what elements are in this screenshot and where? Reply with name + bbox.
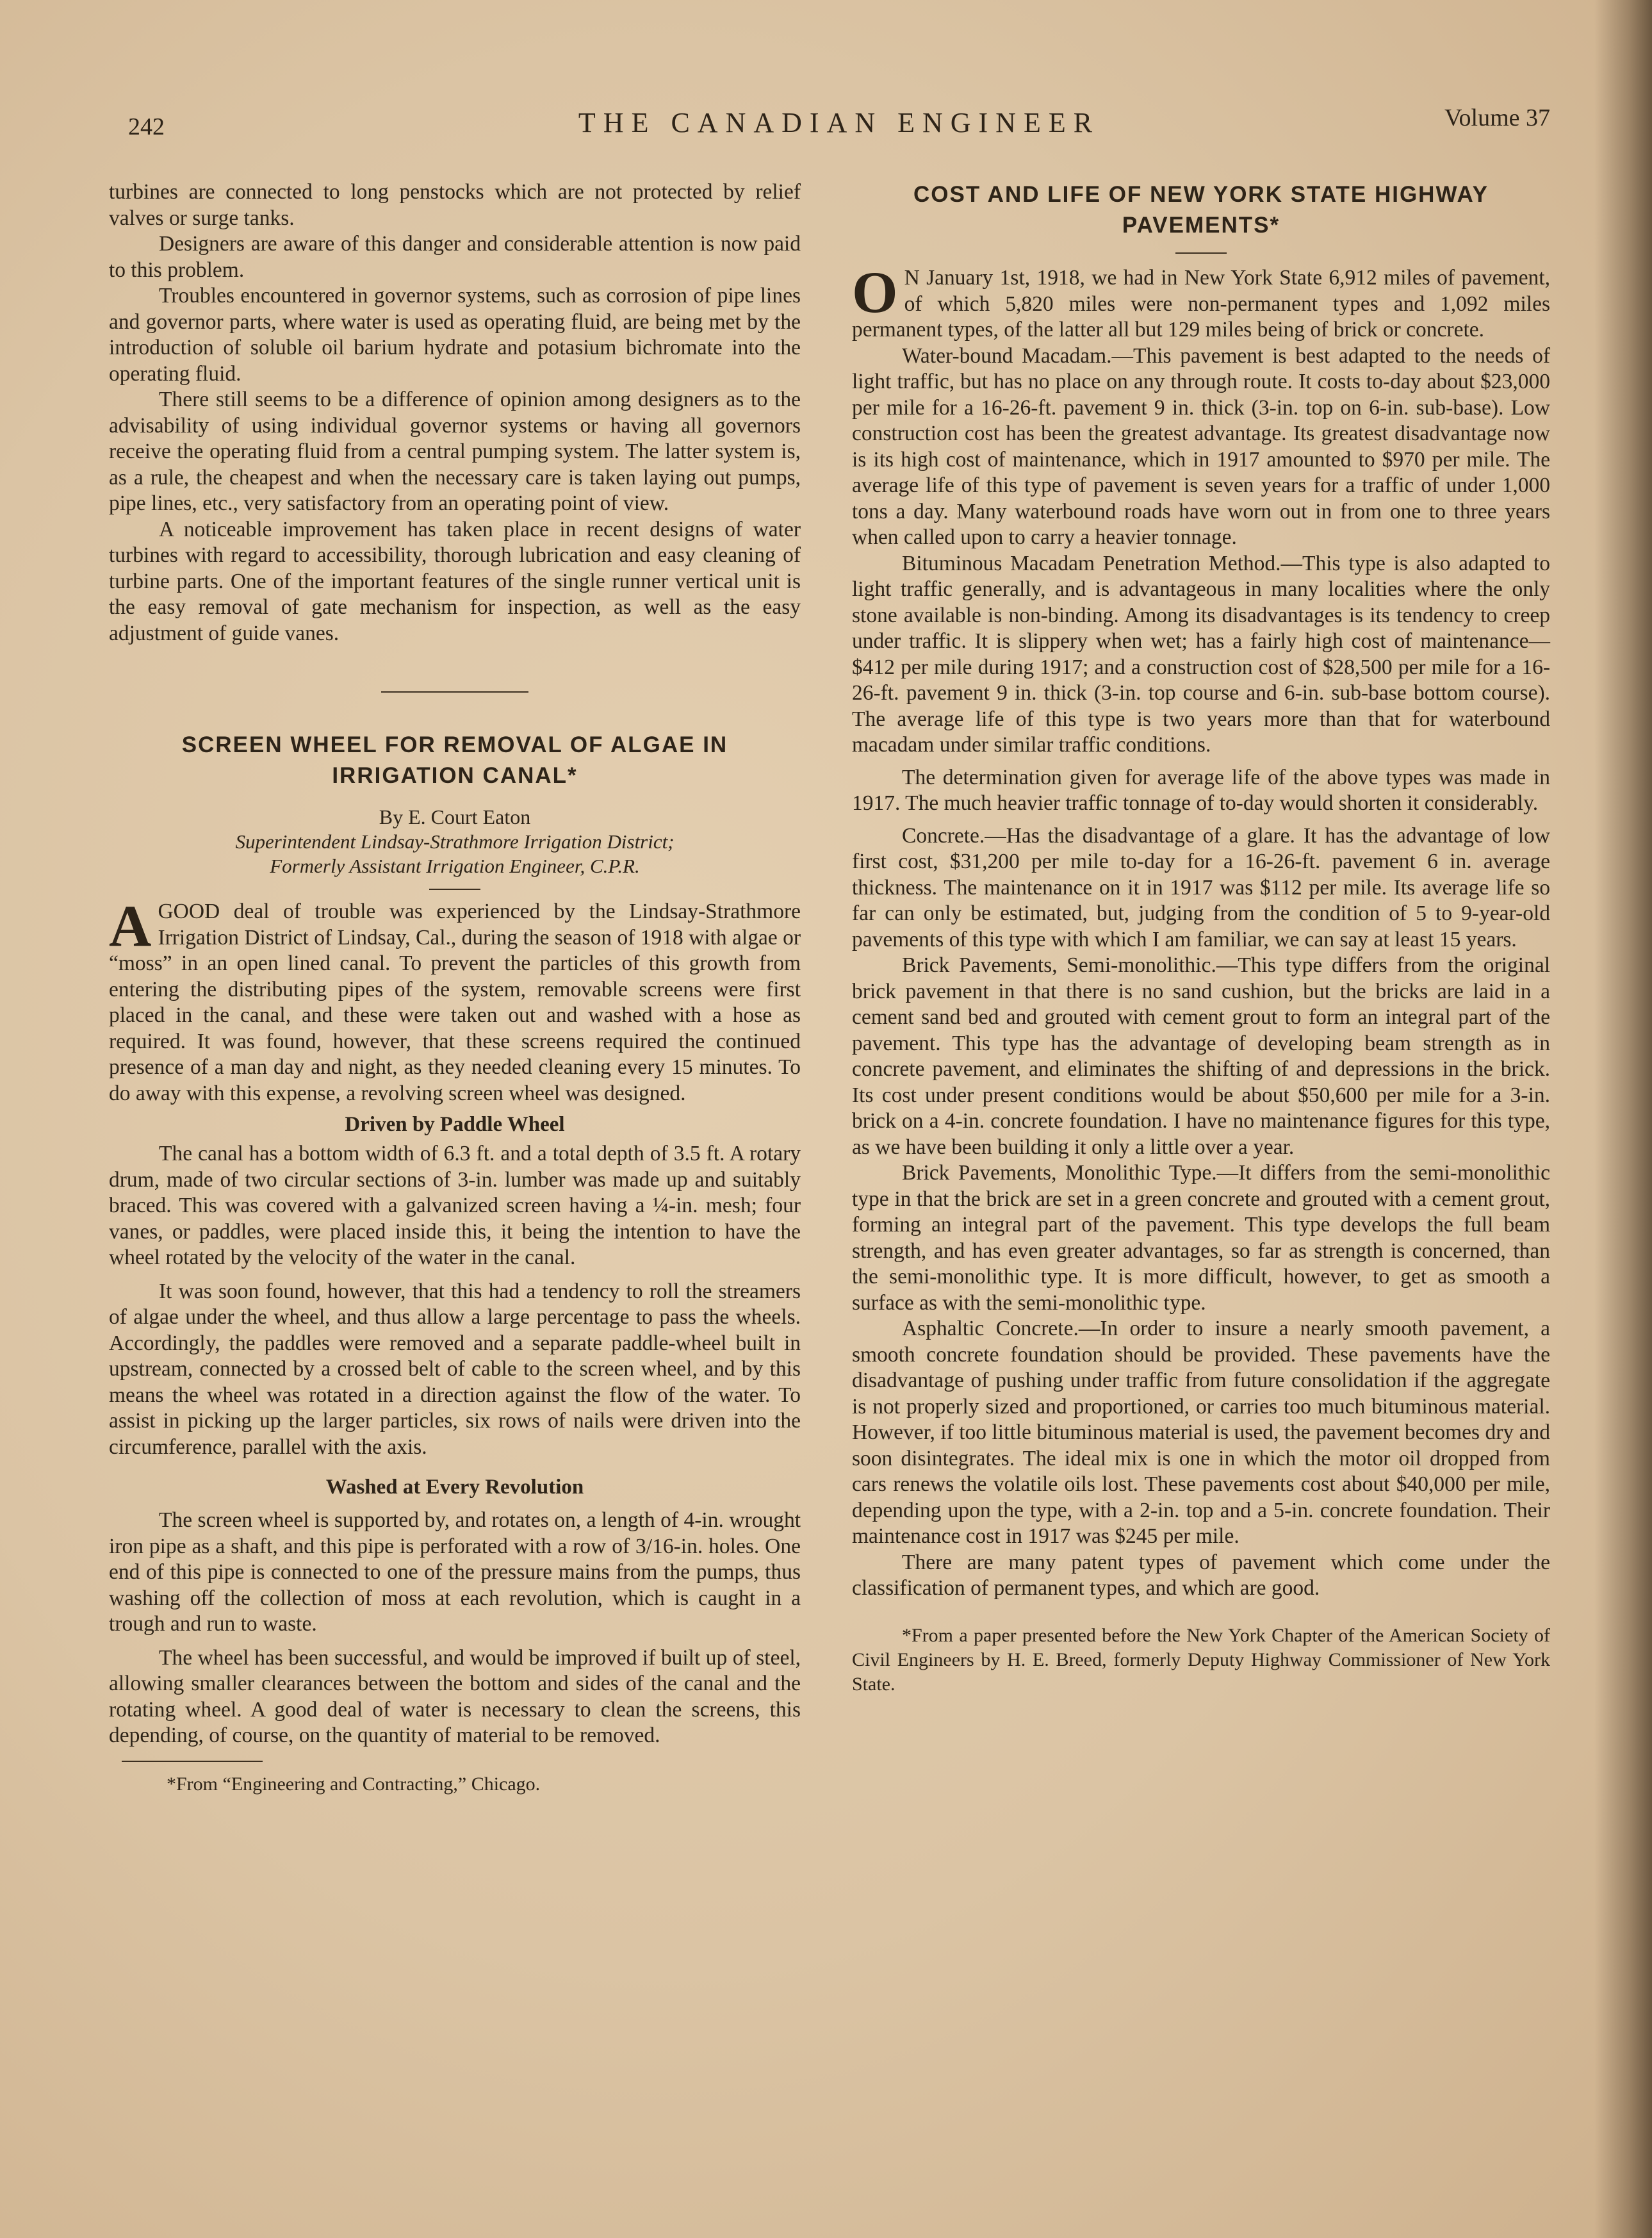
body-paragraph: Asphaltic Concrete.—In order to insure a nearly smooth pavement, a smooth concrete foundation should be provided. These pavements have the disadvantage of pushing under traffic from future consolidation if the aggregate is not properly sized and proportioned, or carries too much bituminous material. However, if too little bituminous material is used, the pavement becomes dry and soon disintegrates. The ideal mix is one in which the motor oil dropped from cars renews the volatile oils lost. These pavements cost about $40,000 per mile, depending upon the type, with a 2-in. top and a 5-in. concrete foundation. Their maintenance cost in 1917 was $245 per mile. (852, 1317, 1550, 1548)
article-title: SCREEN WHEEL FOR REMOVAL OF ALGAE IN IRRIGATION CANAL* (181, 732, 728, 788)
body-paragraph: Brick Pavements, Monolithic Type.—It differs from the semi-monolithic type in that the brick are set in a green concrete and grouted with a cement grout, forming an integral part of the pavement. This type develops the full beam strength, and has even greater advantages, so far as strength is concerned, than the semi-monolithic type. It is more difficult, however, to get as smooth a surface as with the semi-monolithic type. (852, 1161, 1550, 1315)
title-divider (1175, 252, 1227, 254)
continuation-paragraph: Troubles encountered in governor systems, such as corrosion of pipe lines and governor parts, where water is used as operating fluid, are being met by the introduction of soluble oil barium hydrate and potasium bichromate into the operating fluid. (109, 284, 801, 386)
section-divider (381, 691, 528, 693)
drop-cap: O (852, 259, 898, 325)
article-title: COST AND LIFE OF NEW YORK STATE HIGHWAY PAVEMENTS* (913, 182, 1489, 238)
author-affiliation-1: Superintendent Lindsay-Strathmore Irrigation District; (235, 830, 675, 853)
right-column (852, 179, 1550, 1697)
continuation-paragraph: turbines are connected to long penstocks which are not protected by relief valves or surge tanks. (109, 180, 801, 230)
continuation-paragraph: A noticeable improvement has taken place in recent designs of water turbines with regard to accessibility, thorough lubrication and easy cleaning of turbine parts. One of the important features of the single runner vertical unit is the easy removal of gate mechanism for inspection, as well as the easy adjustment of guide vanes. (109, 517, 801, 645)
continuation-paragraph: There still seems to be a difference of opinion among designers as to the advisability of using individual governor systems or having all governors receive the operating fluid from a central pumping system. The latter system is, as a rule, the cheapest and when the necessary care is taken laying out pumps, pipe lines, etc., very satisfactory from an operating point of view. (109, 388, 801, 515)
subheading: Washed at Every Revolution (325, 1476, 584, 1499)
subheading: Driven by Paddle Wheel (345, 1113, 565, 1136)
body-paragraph: The screen wheel is supported by, and rotates on, a length of 4-in. wrought iron pipe as a shaft, and this pipe is perforated with a row of 3/16-in. holes. One end of this pipe is connected to one of the pressure mains from the pumps, thus washing off the collection of moss at each revolution, which is caught in a trough and run to waste. (109, 1508, 801, 1636)
continuation-paragraph: Designers are aware of this danger and considerable attention is now paid to this problem. (109, 232, 801, 282)
body-paragraph: There are many patent types of pavement which come under the classification of permanent types, and which are good. (852, 1550, 1550, 1600)
left-column (109, 179, 801, 1797)
footnote: *From a paper presented before the New York Chapter of the American Society of Civil Engineers by H. E. Breed, formerly Deputy Highway Commissioner of New York State. (852, 1624, 1550, 1695)
body-paragraph: Water-bound Macadam.—This pavement is best adapted to the needs of light traffic, but has no place on any through route. It costs to-day about $23,000 per mile for a 16-26-ft. pavement 9 in. thick (3-in. top on 6-in. sub-base). Low construction cost has been the greatest advantage. Its greatest disadvantage now is its high cost of maintenance, which in 1917 amounted to $970 per mile. The average life of this type of pavement is seven years for a traffic of under 1,000 tons a day. Many waterbound roads have worn out in from one to three years when called upon to carry a heavier tonnage. (852, 343, 1550, 549)
footnote-divider (122, 1761, 263, 1762)
article-intro: AGOOD deal of trouble was experienced by the Lindsay-Strathmore Irrigation District of Lindsay, Cal., during the season of 1918 with algae or “moss” in an open lined canal. To prevent the particles of this growth from entering the distributing pipes of the system, removable screens were first placed in the canal, and these were taken out and washed with a hose as required. It was found, however, that these screens required the continued presence of a man day and night, as they needed cleaning every 15 minutes. To do away with this expense, a revolving screen wheel was designed. (109, 893, 801, 1105)
drop-cap: A (109, 893, 152, 959)
footnote: *From “Engineering and Contracting,” Chicago. (167, 1773, 541, 1795)
body-paragraph: The determination given for average life of the above types was made in 1917. The much heavier traffic tonnage of to-day would shorten it considerably. (852, 765, 1550, 815)
page-header (128, 101, 1550, 146)
running-title: THE CANADIAN ENGINEER (578, 107, 1100, 138)
body-paragraph: It was soon found, however, that this had a tendency to roll the streamers of algae under the wheel, and thus allow a large percentage to pass the wheels. Accordingly, the paddles were removed and a separate paddle-wheel built in upstream, connected by a crossed belt of cable to the screen wheel, and by this means the wheel was rotated in a direction against the flow of the water. To assist in picking up the larger particles, six rows of nails were driven into the circumference, parallel with the axis. (109, 1279, 801, 1459)
body-paragraph: Concrete.—Has the disadvantage of a glare. It has the advantage of low first cost, $31,200 per mile to-day for a 16-26-ft. pavement 6 in. average thickness. The maintenance on it in 1917 was $112 per mile. Its average life so far can only be estimated, but, judging from the condition of 5 to 9-year-old pavements of this type with which I am familiar, we can say at least 15 years. (852, 823, 1550, 951)
volume-label: Volume 37 (1444, 104, 1550, 131)
article-byline: By E. Court Eaton (379, 805, 531, 828)
article-intro: O N January 1st, 1918, we had in New York State 6,912 miles of pavement, of which 5,820 miles were non-permanent types and 1,092 miles permanent types, of the latter all but 129 miles being of brick or concrete. (852, 259, 1550, 341)
body-paragraph: Brick Pavements, Semi-monolithic.—This type differs from the original brick pavement in that there is no sand cushion, but the bricks are laid in a cement sand bed and grouted with cement grout to form an integral part of the pavement. This type has the advantage of developing beam strength as in concrete pavement, and eliminates the shifting of and depressions in the brick. Its cost under present conditions would be about $50,600 per mile for a 3-in. brick on a 4-in. concrete foundation. I have no maintenance figures for this type, as we have been building it only a little over a year. (852, 953, 1550, 1159)
body-paragraph: The canal has a bottom width of 6.3 ft. and a total depth of 3.5 ft. A rotary drum, made of two circular sections of 3-in. lumber was made up and suitably braced. This was covered with a galvanized screen having a ¼-in. mesh; four vanes, or paddles, were placed inside this, it being the intention to have the wheel rotated by the velocity of the water in the canal. (109, 1142, 801, 1269)
body-paragraph: The wheel has been successful, and would be improved if built up of steel, allowing smaller clearances between the bottom and sides of the canal and the rotating wheel. A good deal of water is necessary to clean the screens, this depending, of course, on the quantity of material to be removed. (109, 1645, 801, 1747)
author-affiliation-2: Formerly Assistant Irrigation Engineer, C.P.R. (270, 855, 640, 877)
book-spine-shadow (1594, 0, 1652, 2238)
body-paragraph: Bituminous Macadam Penetration Method.—This type is also adapted to light traffic generally, and is advantageous in many localities where the only stone available is non-binding. Among its disadvantages is its tendency to creep under traffic. It is slippery when wet; has a fairly high cost of maintenance—$412 per mile during 1917; and a construction cost of $28,500 per mile for a 16-26-ft. pavement 9 in. thick (3-in. top course and 6-in. sub-base bottom course). The average life of this type is two years more than that for waterbound macadam under similar traffic conditions. (852, 551, 1550, 757)
title-divider (429, 889, 480, 890)
page-number: 242 (128, 113, 165, 140)
